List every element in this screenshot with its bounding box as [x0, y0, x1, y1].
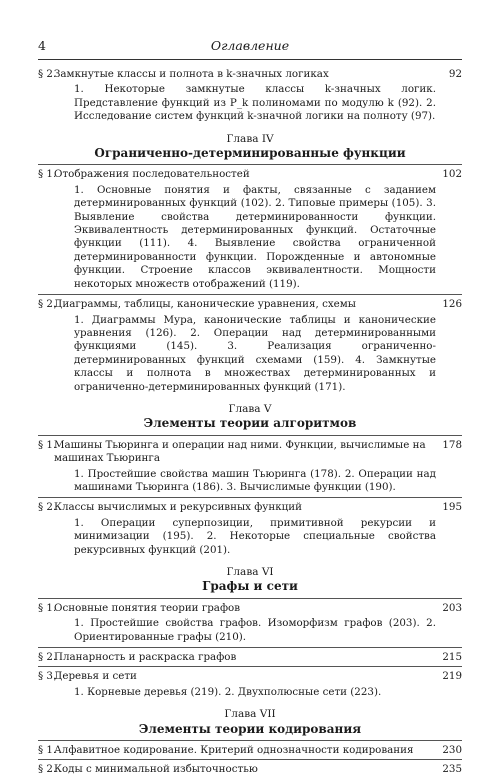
page-ref: 102	[442, 168, 462, 181]
toc-entry-ch7-s1[interactable]	[38, 744, 462, 757]
page-ref: 219	[442, 670, 462, 683]
toc-entry-ch7-s2[interactable]	[38, 763, 462, 776]
section-marker: § 2.	[38, 651, 57, 664]
divider	[38, 759, 462, 760]
divider	[38, 647, 462, 648]
divider	[38, 666, 462, 667]
section-title: Коды с минимальной избыточностью	[54, 763, 258, 776]
section-title: Алфавитное кодирование. Критерий однозначности кодирования	[54, 744, 414, 757]
chapter-title: Ограниченно-детерминированные функции	[94, 146, 406, 161]
toc-entry-ch6-s3[interactable]	[38, 670, 462, 683]
subsection-list: 1. Основные понятия и факты, связанные с заданием детерминированных функций (102). 2. Типовые примеры (105). 3. Выявление свойства детерминированности функции. Эквивалентность детерминированных функций. Остаточные функции (111). 4. Выявление свойства ограниченной детерминированности функции. Порожденные и автономные функции. Строение классов эквивалентности. Мощности некоторых множеств отображений (119).	[74, 183, 436, 290]
toc-entry-ch6-s1[interactable]	[38, 602, 462, 615]
subsection-list: 1. Корневые деревья (219). 2. Двухполюсные сети (223).	[74, 685, 382, 698]
toc-entry-ch4-s2[interactable]	[38, 298, 462, 311]
running-head	[38, 38, 462, 56]
section-marker: § 2.	[38, 68, 57, 80]
subsection-list: 1. Некоторые замкнутые классы k-значных логик. Представление функций из P_k полиномами по модулю k (92). 2. Исследование систем функций k-значной логики на полноту (97).	[74, 83, 436, 123]
divider	[38, 435, 462, 436]
subsection-list: 1. Диаграммы Мура, канонические таблицы и канонические уравнения (126). 2. Операции над детерминированными функциями (145). 3. Реализация ограниченно-детерминированных функций схемами (159). 4. Замкнутые классы и полнота в множествах детерминированных и ограниченно-детерминированных функций (171).	[74, 313, 436, 393]
chapter-label: Глава VI	[226, 566, 274, 578]
divider	[38, 598, 462, 599]
toc-entry-ch6-s2[interactable]	[38, 651, 462, 664]
section-title: Планарность и раскраска графов	[54, 651, 237, 664]
toc-entry-ch4-s1[interactable]	[38, 168, 462, 181]
table-of-contents	[38, 68, 462, 777]
section-marker: § 3.	[38, 670, 57, 683]
section-marker: § 2.	[38, 763, 57, 776]
section-marker: § 2.	[38, 298, 57, 311]
section-title: Классы вычислимых и рекурсивных функций	[54, 501, 303, 514]
section-marker: § 1.	[38, 601, 57, 614]
chapter-title: Элементы теории алгоритмов	[143, 416, 357, 431]
divider	[38, 164, 462, 165]
running-title: Оглавление	[210, 38, 290, 53]
chapter-label: Глава V	[228, 402, 272, 415]
page-ref: 195	[442, 501, 462, 514]
header-rule	[38, 59, 462, 60]
subsection-list: 1. Простейшие свойства машин Тьюринга (178). 2. Операции над машинами Тьюринга (186). 3. Вычислимые функции (190).	[74, 467, 436, 493]
section-title: Основные понятия теории графов	[54, 601, 241, 614]
page-number: 4	[38, 38, 46, 53]
page-ref: 235	[442, 763, 462, 776]
page-ref: 92	[448, 68, 462, 80]
section-title: Диаграммы, таблицы, канонические уравнения, схемы	[54, 298, 356, 311]
toc-entry-ch3-s2[interactable]	[38, 68, 462, 81]
page-ref: 203	[442, 601, 462, 614]
page-ref: 215	[442, 651, 462, 664]
divider	[38, 294, 462, 295]
section-marker: § 1.	[38, 168, 57, 181]
divider	[38, 740, 462, 741]
section-marker: § 2.	[38, 501, 57, 514]
subsection-list: 1. Простейшие свойства графов. Изоморфизм графов (203). 2. Ориентированные графы (210).	[74, 617, 436, 643]
chapter-label: Глава VII	[224, 708, 276, 721]
chapter-label: Глава IV	[226, 132, 274, 145]
toc-entry-ch5-s1[interactable]	[38, 439, 462, 466]
divider	[38, 497, 462, 498]
section-title: Машины Тьюринга и операции над ними. Функции, вычислимые на машинах Тьюринга	[54, 438, 426, 465]
page-ref: 126	[442, 298, 462, 311]
section-marker: § 1.	[38, 744, 57, 757]
page-ref: 178	[442, 438, 462, 451]
subsection-list: 1. Операции суперпозиции, примитивной рекурсии и минимизации (195). 2. Некоторые специальные свойства рекурсивных функций (201).	[74, 516, 436, 556]
section-title: Деревья и сети	[54, 670, 137, 683]
toc-entry-ch5-s2[interactable]	[38, 501, 462, 514]
chapter-title: Графы и сети	[202, 579, 298, 594]
section-marker: § 1.	[38, 438, 57, 451]
section-title: Замкнутые классы и полнота в k-значных логиках	[54, 68, 329, 80]
chapter-title: Элементы теории кодирования	[138, 721, 362, 736]
page-ref: 230	[442, 744, 462, 757]
section-title: Отображения последовательностей	[54, 168, 250, 181]
